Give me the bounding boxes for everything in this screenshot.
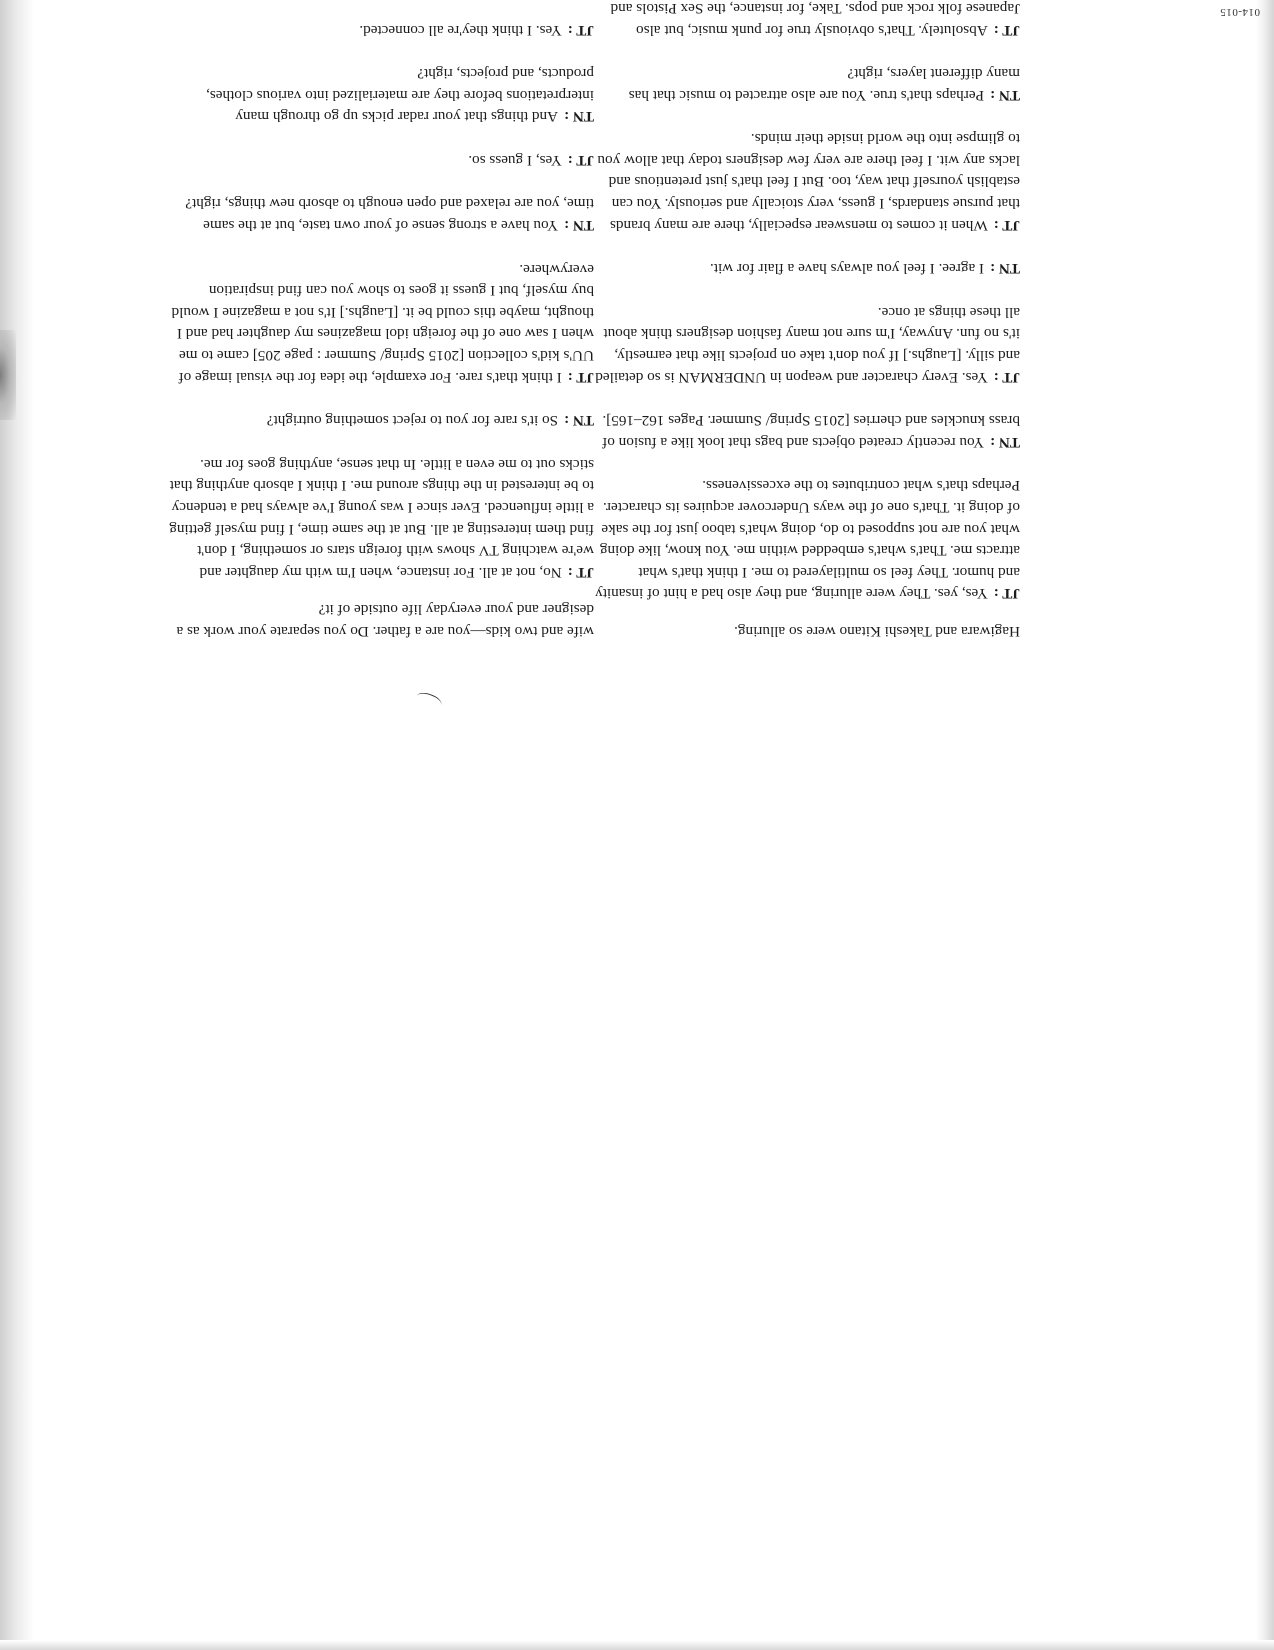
paragraph (169, 258, 594, 388)
pen-mark (415, 690, 444, 711)
paragraph (595, 475, 1020, 605)
paragraph (595, 301, 1020, 387)
paragraph (169, 193, 594, 236)
paragraph (169, 19, 594, 41)
paragraph-text: Yes, I guess so. (468, 151, 562, 169)
paragraph (169, 410, 594, 432)
speaker-label: JT : (567, 563, 594, 581)
paragraph (595, 0, 1020, 41)
speaker-label: JT : (567, 368, 594, 386)
paragraph (595, 258, 1020, 280)
speaker-label: TN : (990, 260, 1020, 278)
speaker-label: JT : (993, 216, 1020, 234)
paragraph-text: When it comes to menswear especially, there are many brands that pursue standards, I guess, very stoically and seriously. You can establish yourself that way, too. But I feel that's just pretentious and lacks any wit. I feel there are very few designers today that allow you to glimpse into the world inside their minds. (597, 130, 1020, 234)
speaker-label: TN : (564, 217, 594, 235)
left-column (595, 0, 1020, 642)
paragraph-text: Hagiwara and Takeshi Kitano were so alluring. (734, 623, 1020, 640)
paragraph (169, 149, 594, 171)
paragraph-text: You have a strong sense of your own taste, but at the same time, you are relaxed and open enough to absorb new things, right? (185, 195, 594, 235)
speaker-label: TN : (564, 108, 594, 126)
paragraph (169, 453, 594, 583)
paragraph-text: wife and two kids—you are a father. Do you separate your work as a designer and your everyday life outside of it? (176, 601, 594, 640)
paragraph-text: I think that's rare. For example, the idea for the visual image of UU's kid's collection [2015 Spring/ Summer : page 205] came to me when I saw one of the foreign idol magazines my daughter had and I thought, maybe this could be it. [Laughs.] It's not a magazine I would buy myself, but I guess it goes to show you can find inspiration everywhere. (171, 260, 594, 386)
paragraph (595, 410, 1020, 453)
paragraph (169, 63, 594, 128)
paragraph-text: Yes. I think they're all connected. (359, 21, 562, 39)
speaker-label: TN : (990, 86, 1020, 104)
paragraph (595, 63, 1020, 106)
speaker-label: JT : (567, 151, 594, 169)
paragraph (169, 599, 594, 642)
right-column (169, 0, 594, 642)
paragraph-text: I agree. I feel you always have a flair for wit. (709, 260, 985, 278)
paragraph (595, 620, 1020, 642)
speaker-label: TN : (990, 433, 1020, 451)
paragraph-text: Absolutely. That's obviously true for punk music, but also Japanese folk rock and pops. Take, for instance, the Sex Pistols and (610, 0, 1020, 39)
paragraph-text: So it's rare for you to reject something outright? (266, 412, 559, 430)
speaker-label: TN : (564, 412, 594, 430)
page-number: 014-015 (1219, 6, 1260, 18)
paragraph (595, 128, 1020, 236)
speaker-label: JT : (993, 368, 1020, 386)
speaker-label: JT : (993, 585, 1020, 603)
paragraph-text: No, not at all. For instance, when I'm with my daughter and we're watching TV shows with foreign stars or something, I don't find them interesting at all. But at the same time, I find myself getting a little influenced. Ever since I was young I've always had a tendency to be interested in the things around me. I think I absorb anything that sticks out to me even a little. In that sense, anything goes for me. (169, 455, 594, 581)
speaker-label: JT : (993, 21, 1020, 39)
paragraph-text: Yes, yes. They were alluring, and they also had a hint of insanity and humor. They feel so multilayered to me. I think that's what attracts me. That's what's embedded within me. You know, like doing what you are not supposed to do, doing what's taboo just for the sake of doing it. That's one of the ways Undercover acquires its character. Perhaps that's what contributes to the excessiveness. (595, 477, 1020, 603)
paragraph-text: Perhaps that's true. You are also attracted to music that has many different layers, right? (628, 65, 1020, 104)
paragraph-text: Yes. Every character and weapon in UNDERMAN is so detailed and silly. [Laughs.] If you don't take on projects like that earnestly, it's no fun. Anyway, I'm sure not many fashion designers think about all these things at once. (595, 303, 1020, 386)
paragraph-text: You recently created objects and bags that look like a fusion of brass knuckles and cherries [2015 Spring/ Summer. Pages 162–165]. (602, 412, 1020, 451)
speaker-label: JT : (567, 21, 594, 39)
paragraph-text: And things that your radar picks up go through many interpretations before they are materialized into various clothes, products, and projects, right? (206, 65, 594, 126)
